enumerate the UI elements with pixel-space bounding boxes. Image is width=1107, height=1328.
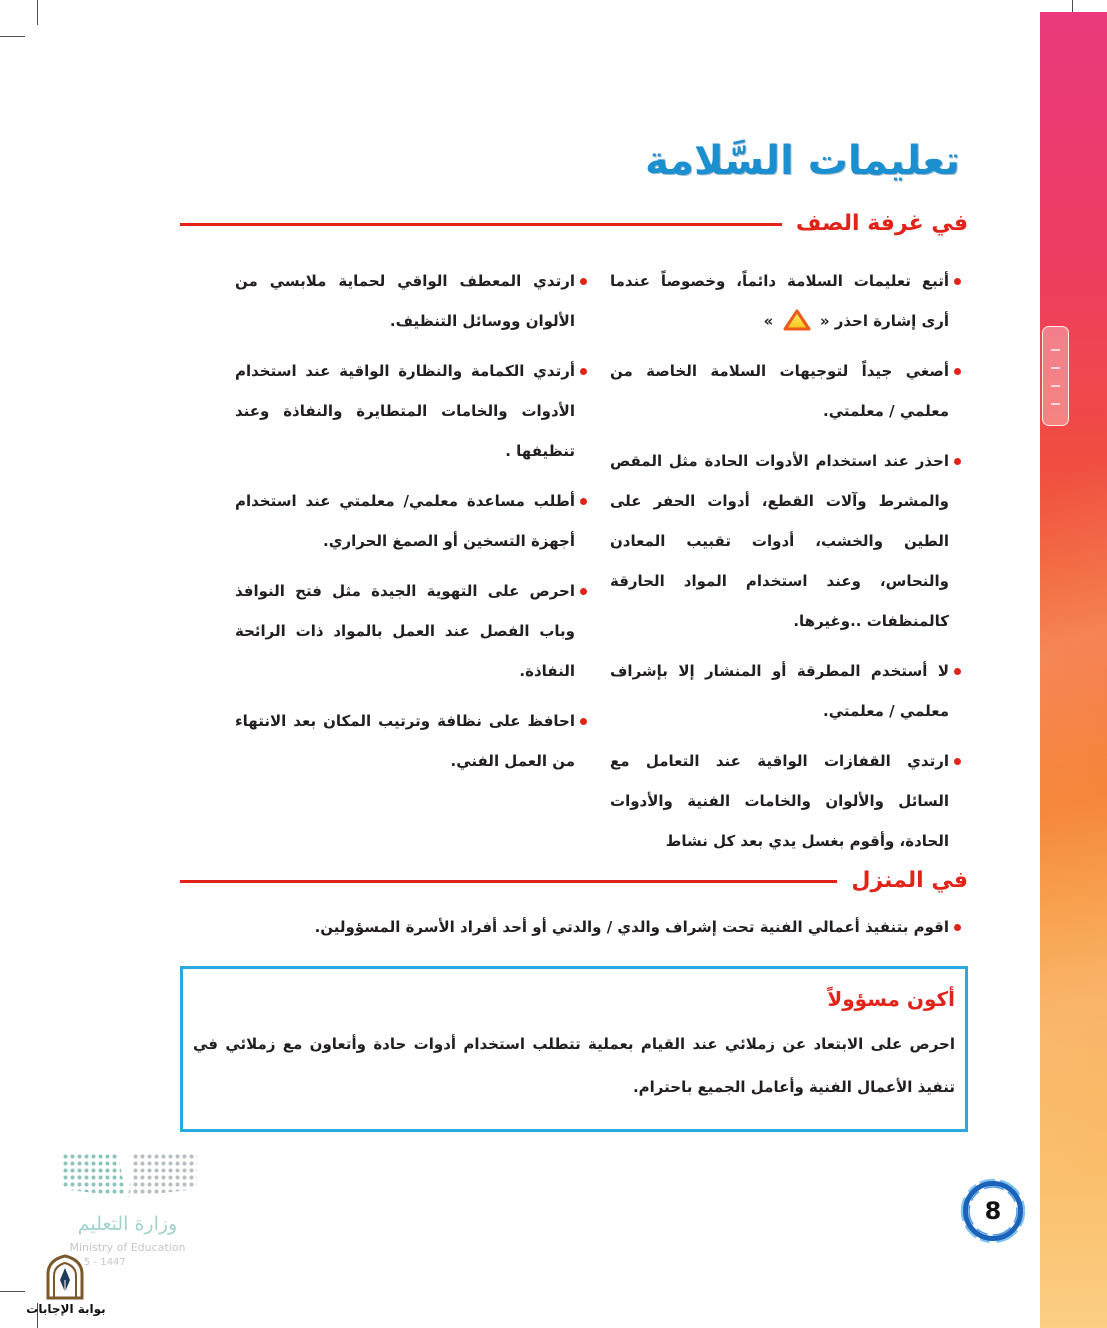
item-text-after: » <box>763 312 774 330</box>
responsibility-box <box>180 966 968 1132</box>
classroom-section-heading: في غرفة الصف <box>795 211 968 236</box>
list-item <box>180 907 962 947</box>
home-list <box>180 907 968 947</box>
list-item <box>610 351 962 431</box>
classroom-left-column <box>235 261 588 861</box>
bullet-dot <box>580 588 587 595</box>
item-text: أطلب مساعدة معلمي/ معلمتي عند استخدام أجهزة التسخين أو الصمغ الحراري. <box>235 492 575 550</box>
classroom-section-heading-row <box>180 204 968 244</box>
list-item <box>610 441 962 641</box>
responsibility-text: احرص على الابتعاد عن زملائي عند القيام بعملية تتطلب استخدام أدوات حادة وأتعاون مع زملائي في تنفيذ الأعمال الفنية وأعامل الجميع باحترام. <box>193 1035 955 1096</box>
chapter-tab <box>1042 326 1069 426</box>
ministry-logo-dots <box>62 1153 197 1199</box>
item-text: احذر عند استخدام الأدوات الحادة مثل المقص والمشرط وآلات القطع، أدوات الحفر على الطين والخشب، أدوات تقبيب المعادن والنحاس، وعند استخدام المواد الحارقة كالمنظفات ..وغيرها. <box>610 452 949 630</box>
crop-mark <box>0 1291 25 1292</box>
warning-triangle-icon <box>783 309 811 331</box>
item-text: لا أستخدم المطرقة أو المنشار إلا بإشراف معلمي / معلمتي. <box>610 662 949 720</box>
bullet-dot <box>954 758 961 765</box>
edition-year: 5 - 1447 <box>84 1257 126 1268</box>
bullet-dot <box>580 368 587 375</box>
page-number: 8 <box>984 1197 1002 1225</box>
item-text: أرتدي الكمامة والنظارة الواقية عند استخدام الأدوات والخامات المتطايرة والنفاذة وعند تنظيفها . <box>235 362 575 460</box>
item-text: ارتدي المعطف الواقي لحماية ملابسي من الألوان ووسائل التنظيف. <box>235 272 575 330</box>
classroom-right-column <box>610 261 962 861</box>
bullet-dot <box>580 718 587 725</box>
list-item <box>235 701 588 781</box>
item-text: أصغي جيداً لتوجيهات السلامة الخاصة من معلمي / معلمتي. <box>610 362 949 420</box>
list-item <box>610 261 962 341</box>
main-content <box>180 261 968 1132</box>
item-text: احافظ على نظافة وترتيب المكان بعد الانتهاء من العمل الفني. <box>235 712 575 770</box>
bullet-dot <box>954 458 961 465</box>
page-title: تعليمات السَّلامة <box>644 138 960 184</box>
chapter-color-stripe <box>1040 12 1107 1328</box>
item-text: ارتدي القفازات الواقية عند التعامل مع السائل والألوان والخامات الفنية والأدوات الحادة، وأقوم بغسل يدي بعد كل نشاط <box>610 752 949 850</box>
bullet-dot <box>580 278 587 285</box>
crop-mark <box>0 36 25 37</box>
watermark-text: بوابة الإجابات <box>26 1302 106 1316</box>
ministry-name-english: Ministry of Education <box>69 1241 186 1254</box>
item-text: احرص على التهوية الجيدة مثل فتح النوافذ وباب الفصل عند العمل بالمواد ذات الرائحة النفاذة. <box>235 582 575 680</box>
page-number-badge <box>958 1176 1028 1246</box>
list-item <box>235 261 588 341</box>
responsibility-heading: أكون مسؤولاً <box>827 987 955 1011</box>
list-item <box>235 571 588 691</box>
section-divider-line <box>180 223 782 226</box>
crop-mark <box>37 0 38 25</box>
gate-archway-icon <box>44 1254 86 1300</box>
bullet-dot <box>580 498 587 505</box>
section-divider-line <box>180 880 837 883</box>
list-item <box>235 351 588 471</box>
item-text: اقوم بتنفيذ أعمالي الفنية تحت إشراف والدي / والدتي أو أحد أفراد الأسرة المسؤولين. <box>314 918 949 936</box>
classroom-columns <box>180 261 968 861</box>
bullet-dot <box>954 278 961 285</box>
item-text: أتبع تعليمات السلامة دائماً، وخصوصاً عندما أرى إشارة احذر « <box>610 272 949 330</box>
bullet-dot <box>954 924 961 931</box>
bullet-dot <box>954 668 961 675</box>
ministry-name-arabic: وزارة التعليم <box>77 1213 178 1235</box>
bullet-dot <box>954 368 961 375</box>
home-section-heading-row <box>180 861 968 901</box>
list-item <box>610 741 962 861</box>
home-section-heading: في المنزل <box>851 868 968 893</box>
list-item <box>235 481 588 561</box>
list-item <box>610 651 962 731</box>
